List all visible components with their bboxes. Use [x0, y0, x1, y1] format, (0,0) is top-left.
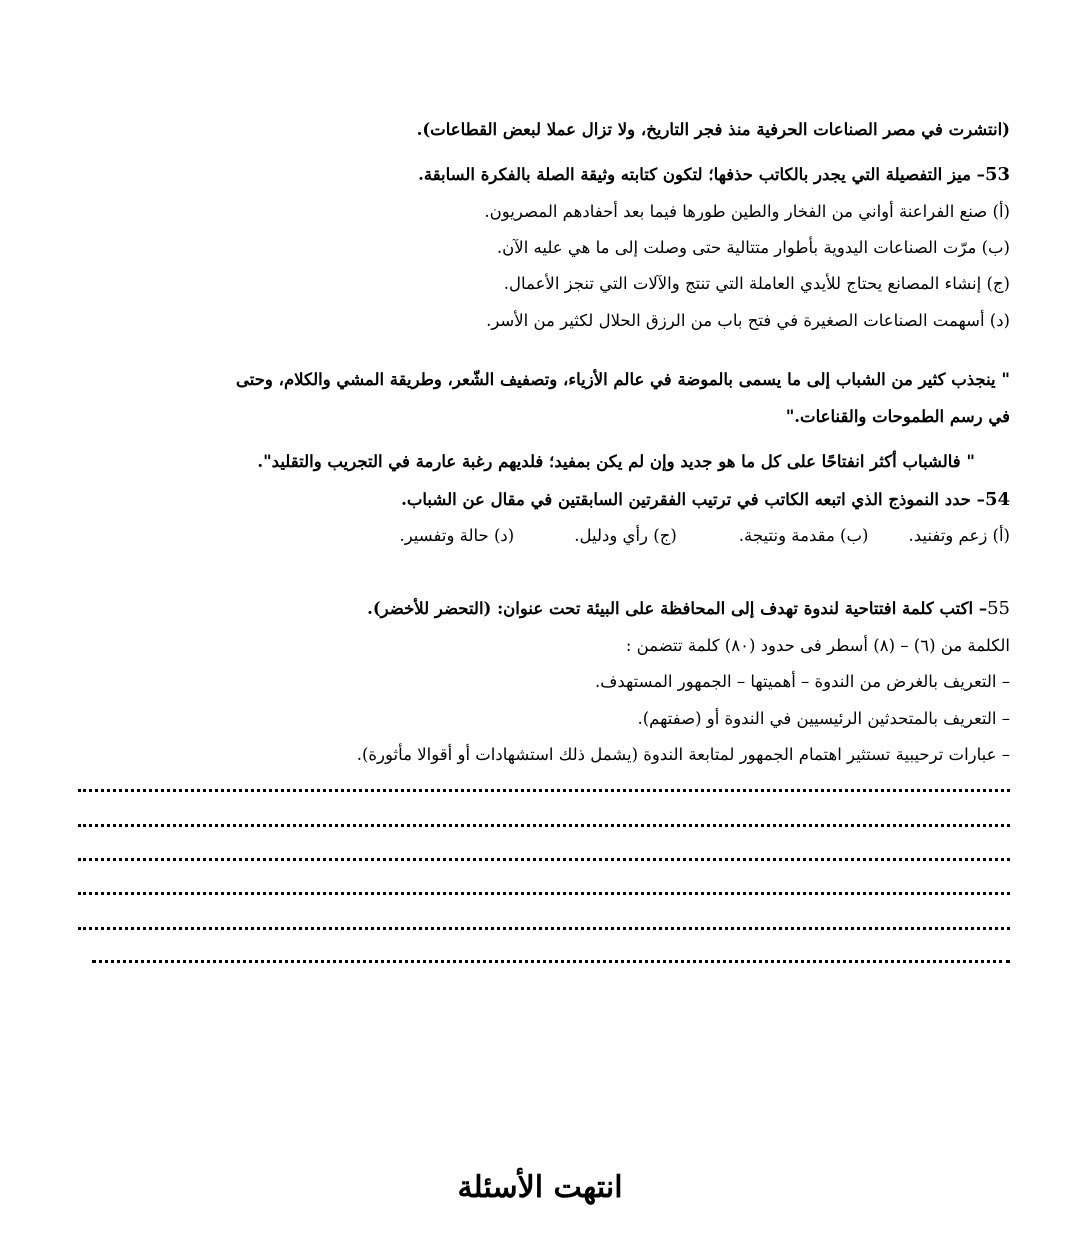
answer-line-4 — [78, 890, 1010, 895]
passage-industries: (انتشرت في مصر الصناعات الحرفية منذ فجر التاريخ، ولا تزال عملا لبعض القطاعات). — [416, 120, 1010, 139]
passage-youth-line-1: " ينجذب كثير من الشباب إلى ما يسمى بالموضة في عالم الأزياء، وتصفيف الشّعر، وطريقة المشي والكلام، وحتى — [235, 370, 1010, 389]
question-54-number: 54 — [984, 489, 1010, 510]
question-53-text: – ميز التفصيلة التي يجدر بالكاتب حذفها؛ لتكون كتابته وثيقة الصلة بالفكرة السابقة. — [418, 165, 985, 184]
question-55-point-3: – عبارات ترحيبية تستثير اهتمام الجمهور لمتابعة الندوة (يشمل ذلك استشهادات أو أقوالا مأثورة). — [356, 745, 1010, 764]
question-53-option-c: (ج) إنشاء المصانع يحتاج للأيدي العاملة التي تنتج والآلات التي تنجز الأعمال. — [503, 274, 1010, 293]
question-54-option-b: (ب) مقدمة ونتيجة. — [738, 526, 869, 545]
question-53-option-a: (أ) صنع الفراعنة أواني من الفخار والطين طورها فيما بعد أحفادهم المصريون. — [484, 202, 1010, 221]
question-54-prompt — [401, 488, 1010, 512]
question-54-option-c: (ج) رأي ودليل. — [574, 526, 677, 545]
question-55-point-2: – التعريف بالمتحدثين الرئيسيين في الندوة أو (صفتهم). — [637, 709, 1010, 728]
question-55-number: 55 — [987, 598, 1010, 619]
question-54-options — [399, 524, 1010, 548]
answer-line-2 — [78, 822, 1010, 827]
question-54-option-d: (د) حالة وتفسير. — [399, 526, 515, 545]
answer-line-1 — [78, 787, 1010, 792]
end-of-questions-title: انتهت الأسئلة — [457, 1170, 623, 1205]
passage-youth-line-2: في رسم الطموحات والقناعات." — [785, 407, 1010, 426]
question-55-text: – اكتب كلمة افتتاحية لندوة تهدف إلى المحافظة على البيئة تحت عنوان: (التحضر للأخضر). — [367, 599, 988, 618]
question-55-instruction: الكلمة من (٦) – (٨) أسطر فى حدود (٨٠) كلمة تتضمن : — [625, 636, 1010, 655]
answer-line-3 — [78, 856, 1010, 861]
passage-youth-line-3: " فالشباب أكثر انفتاحًا على كل ما هو جديد وإن لم يكن بمفيد؛ فلديهم رغبة عارمة في التجريب والتقليد". — [257, 452, 975, 471]
question-54-option-a: (أ) زعم وتفنيد. — [908, 526, 1010, 545]
question-53-prompt — [418, 163, 1010, 187]
question-55-point-1: – التعريف بالغرض من الندوة – أهميتها – الجمهور المستهدف. — [595, 672, 1010, 691]
question-54-text: – حدد النموذج الذي اتبعه الكاتب في ترتيب الفقرتين السابقتين في مقال عن الشباب. — [401, 490, 985, 509]
answer-line-5 — [78, 925, 1010, 930]
question-53-option-b: (ب) مرّت الصناعات اليدوية بأطوار متتالية حتى وصلت إلى ما هي عليه الآن. — [496, 238, 1010, 257]
question-53-option-d: (د) أسهمت الصناعات الصغيرة في فتح باب من الرزق الحلال لكثير من الأسر. — [486, 311, 1010, 330]
answer-line-6 — [92, 958, 1010, 963]
question-55-prompt — [367, 597, 1010, 621]
question-53-number: 53 — [984, 164, 1010, 185]
